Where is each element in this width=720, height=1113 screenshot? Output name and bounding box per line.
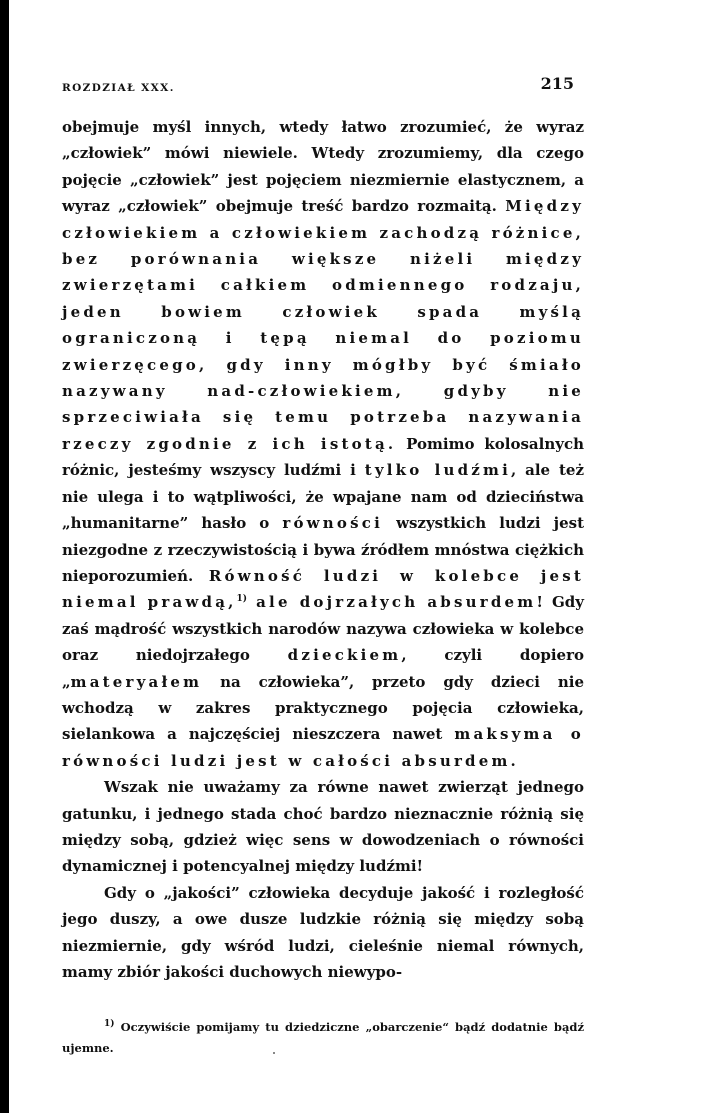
spaced-text: Między człowiekiem a człowiekiem zachodzą różnice, bez porównania większe niżeli między zwierzętami całkiem odmiennego rodzaju, jeden bowiem człowiek spada myślą ograniczoną i tępą niemal do poziomu zwierzęcego, gdy inny mógłby być śmiało nazywany nad-człowiekiem, gdyby nie sprzeciwiała się temu potrzeba nazywania rzeczy zgodnie z ich istotą.: [62, 197, 584, 453]
paragraph: [62, 114, 584, 774]
text-run: , ale też nie ulega i to wątpliwości, że wpajane nam od dzieciństwa „humanitarne” hasło o: [62, 461, 584, 533]
spaced-text: ale dojrzałych absurdem!: [247, 593, 547, 612]
footnote-marker: 1): [104, 1019, 115, 1030]
scan-edge-bar: [0, 0, 9, 1113]
book-page: [62, 68, 584, 1059]
text-run: obejmuje myśl innych, wtedy łatwo zrozumieć, że wyraz „człowiek” mówi niewiele. Wtedy zrozumiemy, dla czego pojęcie „człowiek” jest pojęciem niezmiernie elastycznem, a wyraz „człowiek” obejmuje treść bardzo rozmaitą.: [62, 118, 584, 216]
spaced-text: Równość ludzi w kolebce jest niemal prawdą,: [62, 566, 585, 612]
footnote-reference: 1): [236, 594, 248, 605]
text-run: , czyli dopiero „: [62, 646, 584, 691]
footnote: [62, 1017, 584, 1059]
text-run: Pomimo kolosalnych różnic, jesteśmy wszyscy ludźmi i: [62, 434, 585, 480]
text-run: Gdy zaś mądrość wszystkich narodów nazywa człowieka w kolebce oraz niedojrzałego: [62, 593, 584, 665]
text-run: Wszak nie uważamy za równe nawet zwierząt jednego gatunku, i jednego stada choć bardzo nieznacznie różnią się między sobą, gdzież więc sens w dowodzeniach o równości dynamicznej i potencyalnej między ludźmi!: [62, 778, 584, 876]
page-number: 215: [540, 74, 574, 93]
spaced-text: tylko ludźmi: [364, 461, 511, 480]
running-header: [62, 68, 584, 104]
paragraph: [62, 774, 584, 880]
text-run: wszystkich ludzi jest niezgodne z rzeczywistością i bywa źródłem mnóstwa ciężkich nieporozumień.: [62, 514, 584, 585]
spaced-text: materyałem: [70, 672, 203, 691]
spaced-text: równości: [282, 514, 383, 533]
spaced-text: maksyma o równości ludzi jest w całości absurdem.: [62, 725, 584, 770]
chapter-title: ROZDZIAŁ XXX.: [62, 82, 175, 94]
footnote-text: Oczywiście pomijamy tu dziedziczne „obarczenie“ bądź dodatnie bądź ujemne.: [62, 1020, 584, 1056]
scan-speck: [273, 1052, 275, 1054]
text-run: na człowieka”, przeto gdy dzieci nie wchodzą w zakres praktycznego pojęcia człowieka, sielankowa a najczęściej nieszczera nawet: [62, 672, 584, 744]
body-text: [62, 114, 584, 985]
spaced-text: dzieckiem: [287, 646, 402, 665]
text-run: Gdy o „jakości” człowieka decyduje jakość i rozległość jego duszy, a owe dusze ludzkie różnią się między sobą niezmiernie, gdy wśród ludzi, cieleśnie niemal równych, mamy zbiór jakości duchowych niewypo-: [62, 883, 584, 981]
paragraph: [62, 880, 584, 986]
